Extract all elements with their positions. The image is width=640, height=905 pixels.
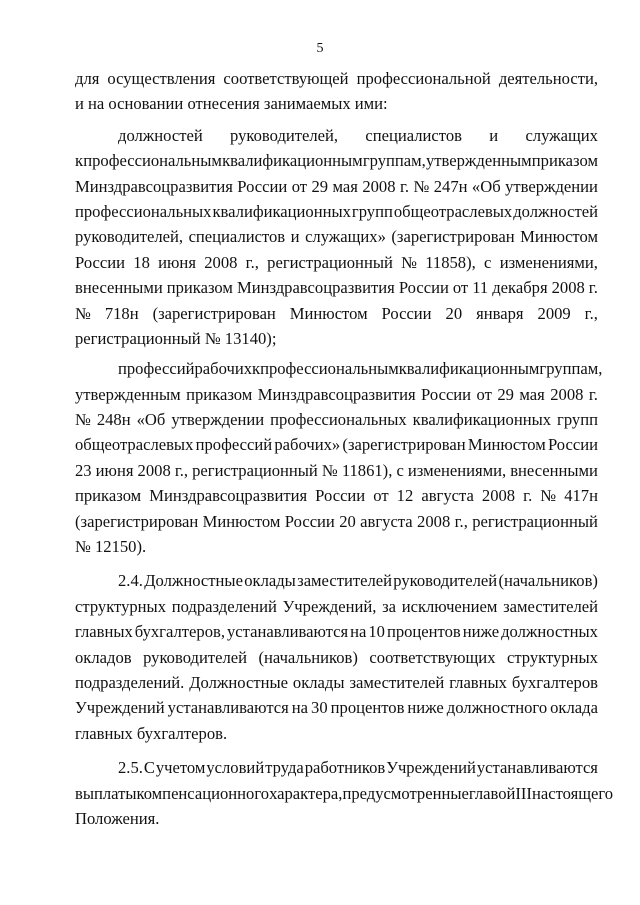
text-word: № [540, 486, 557, 506]
text-line: № 12150). [75, 537, 147, 557]
text-word: главных [449, 672, 507, 692]
text-word: «Об [471, 176, 501, 196]
text-word: профессиональным [260, 359, 399, 379]
paragraph-section-2-5 [75, 755, 614, 831]
text-word: профессиональным [83, 151, 222, 171]
text-word: на [350, 622, 367, 642]
text-word: регистрационный [267, 252, 393, 272]
text-word: профессий [195, 435, 273, 455]
text-word: устанавливаются [167, 698, 289, 718]
text-word: Минюстом [467, 435, 546, 455]
text-word: № [75, 303, 91, 323]
text-word: России [547, 435, 598, 455]
text-word: «Об [136, 410, 166, 430]
text-word: оклады [292, 672, 345, 692]
text-word: руководителей [393, 571, 498, 591]
text-word: должностных [501, 622, 598, 642]
text-word: должностей [513, 201, 598, 221]
text-line [75, 275, 598, 300]
text-word: России [237, 176, 288, 196]
text-word: 11861), [341, 460, 393, 480]
text-word: процентов [386, 622, 461, 642]
text-word: утвержденным [425, 151, 532, 171]
text-line [75, 755, 598, 780]
text-line [75, 250, 598, 275]
text-word: рабочих» [274, 435, 341, 455]
text-word: специалистов [365, 125, 462, 145]
text-word: 2.4. [118, 571, 143, 591]
text-word: № [401, 252, 417, 272]
text-word: Должностные [144, 571, 243, 591]
text-word: (начальников) [258, 647, 358, 667]
text-word: января [476, 303, 524, 323]
text-word: регистрационный [192, 460, 318, 480]
text-line [75, 695, 598, 720]
text-word: 2008 [550, 384, 584, 404]
text-line: главных бухгалтеров. [75, 723, 228, 743]
text-word: г., [174, 460, 189, 480]
text-word: на [291, 698, 309, 718]
text-word: утверждении [505, 176, 598, 196]
text-word: соответствующих [369, 647, 496, 667]
text-line [75, 594, 598, 619]
text-word: бухгалтеров, [134, 622, 225, 642]
text-word: соответствующей [223, 69, 349, 88]
text-word: и [489, 125, 499, 145]
text-word: подразделений [171, 596, 277, 616]
text-word: Минздравсоцразвития [257, 384, 416, 404]
text-line [75, 199, 598, 224]
text-line [75, 670, 598, 695]
text-word: 2009 [537, 303, 571, 323]
text-line [75, 382, 598, 407]
text-word: от [476, 384, 492, 404]
text-word: г. [399, 176, 410, 196]
text-word: 718н [104, 303, 139, 323]
paragraph-activity-continuation [75, 66, 598, 117]
text-word: общеотраслевых [75, 435, 194, 455]
text-word: № [413, 176, 430, 196]
text-word: 2008 [481, 486, 516, 506]
text-word: Минюстом [520, 227, 598, 247]
text-word: 23 [75, 460, 92, 480]
text-line [75, 432, 598, 457]
page-number: 5 [316, 41, 324, 56]
text-line [75, 568, 598, 593]
text-word: Минюстом [202, 511, 281, 531]
text-word: Должностные [189, 672, 288, 692]
text-word: 10 [368, 622, 385, 642]
text-word: 20 [445, 303, 463, 323]
text-word: работников [304, 758, 386, 778]
text-word: труда [265, 758, 304, 778]
text-word: мая [519, 384, 545, 404]
text-word: 2008 [362, 176, 396, 196]
text-word: главных [75, 622, 133, 642]
text-word: должностей [118, 125, 203, 145]
text-word: г., [454, 511, 468, 531]
text-word: квалификационных [212, 201, 351, 221]
text-line [75, 645, 598, 670]
text-word: главой [468, 783, 516, 803]
text-word: 12 [396, 486, 414, 506]
text-word: квалификационным [222, 151, 363, 171]
text-word: осуществления [107, 69, 216, 88]
text-word: г. [588, 278, 598, 298]
text-word: № [321, 460, 338, 480]
text-word: устанавливаются [226, 622, 349, 642]
text-word: и [290, 227, 300, 247]
text-word: России [315, 486, 366, 506]
document-body [75, 66, 614, 831]
text-word: служащих» [305, 227, 386, 247]
text-word: мая [332, 176, 358, 196]
text-word: (зарегистрирован [342, 435, 466, 455]
text-word: июня [158, 252, 196, 272]
text-line [75, 356, 603, 381]
text-word: заместителей [503, 596, 598, 616]
text-word: групп [557, 410, 598, 430]
text-word: компенсационного [136, 783, 270, 803]
text-word: регистрационный [472, 511, 598, 531]
text-line [75, 781, 614, 806]
text-word: 30 [311, 698, 328, 718]
text-word: характера, [269, 783, 343, 803]
text-word: служащих [525, 125, 598, 145]
text-word: приказом [186, 384, 253, 404]
text-word: заместителей [349, 672, 445, 692]
text-word: выплаты [75, 783, 137, 803]
text-word: предусмотренные [342, 783, 469, 803]
text-word: процентов [330, 698, 405, 718]
text-word: исключением [401, 596, 498, 616]
text-word: Минюстом [289, 303, 368, 323]
text-word: августа [421, 486, 474, 506]
text-word: утверждении [171, 410, 265, 430]
text-word: 18 [133, 252, 150, 272]
text-word: III [515, 783, 532, 803]
text-word: № [75, 410, 91, 430]
text-word: групп [351, 201, 393, 221]
text-word: руководителей, [230, 125, 339, 145]
text-word: руководителей, [75, 227, 184, 247]
text-word: 2008 [417, 511, 451, 531]
text-word: от [452, 278, 469, 298]
text-word: профессий [118, 359, 195, 379]
text-word: структурных [506, 647, 598, 667]
text-word: структурных [75, 596, 166, 616]
text-word: подразделений. [75, 672, 185, 692]
text-word: России [421, 384, 472, 404]
text-word: группам, [362, 151, 426, 171]
text-word: 247н [433, 176, 468, 196]
text-word: от [291, 176, 308, 196]
text-word: оклада [550, 698, 598, 718]
text-word: приказом [75, 486, 142, 506]
text-line [75, 509, 598, 534]
text-line [75, 407, 598, 432]
text-word: (зарегистрирован [75, 511, 199, 531]
paragraph-worker-professions [75, 356, 603, 559]
text-word: с [396, 460, 404, 480]
text-word: ниже [462, 622, 500, 642]
text-word: России [75, 252, 126, 272]
text-word: августа [360, 511, 413, 531]
text-word: 29 [311, 176, 329, 196]
text-word: 417н [564, 486, 598, 506]
text-word: 248н [96, 410, 131, 430]
text-word: квалификационным [398, 359, 540, 379]
text-word: Минздравсоцразвития [75, 176, 233, 196]
text-line [75, 123, 598, 148]
text-line [75, 174, 598, 199]
text-line [75, 148, 598, 173]
text-word: общеотраслевых [393, 201, 513, 221]
text-word: приказом [166, 278, 233, 298]
text-line [75, 66, 598, 91]
text-word: должностного [446, 698, 548, 718]
text-word: заместителей [297, 571, 392, 591]
text-line: регистрационный № 13140); [75, 328, 277, 348]
text-line [75, 619, 598, 644]
text-word: Минздравсоцразвития [149, 486, 308, 506]
text-word: бухгалтеров [511, 672, 598, 692]
text-word: 11858), [425, 252, 476, 272]
text-word: С [143, 758, 155, 778]
text-word: ниже [407, 698, 444, 718]
text-word: 20 [339, 511, 356, 531]
text-word: г. [588, 384, 598, 404]
text-word: (начальников) [498, 571, 598, 591]
text-word: изменениями, [407, 460, 507, 480]
text-word: Учреждений [386, 758, 476, 778]
text-word: группам, [539, 359, 603, 379]
text-word: оклады [244, 571, 296, 591]
text-word: профессиональных [75, 201, 212, 221]
text-word: декабря [492, 278, 548, 298]
text-word: 11 [472, 278, 489, 298]
text-word: специалистов [188, 227, 286, 247]
text-word: изменениями, [499, 252, 598, 272]
text-word: г., [245, 252, 259, 272]
text-line [75, 483, 598, 508]
text-word: за [382, 596, 397, 616]
text-word: России [398, 278, 449, 298]
text-word: рабочих [194, 359, 252, 379]
text-word: профессиональных [270, 410, 407, 430]
text-word: Учреждений [75, 698, 165, 718]
text-word: профессиональной [356, 69, 491, 88]
text-word: июня [95, 460, 134, 480]
text-word: приказом [531, 151, 598, 171]
text-word: России [284, 511, 335, 531]
text-word: внесенными [75, 278, 163, 298]
text-word: (зарегистрирован [391, 227, 515, 247]
text-word: Учреждений, [282, 596, 377, 616]
text-line: Положения. [75, 808, 160, 828]
text-line [75, 301, 598, 326]
text-word: 2008 [204, 252, 238, 272]
text-word: утвержденным [75, 384, 181, 404]
text-word: России [381, 303, 432, 323]
text-word: внесенными [510, 460, 598, 480]
text-word: учетом [155, 758, 206, 778]
paragraph-section-2-4 [75, 568, 598, 746]
text-word: (зарегистрирован [152, 303, 276, 323]
text-word: к [252, 359, 261, 379]
text-word: руководителей [143, 647, 247, 667]
text-word: к [75, 151, 84, 171]
text-word: Минздравсоцразвития [236, 278, 395, 298]
text-line: и на основании отнесения занимаемых ими: [75, 94, 388, 114]
text-word: 29 [497, 384, 514, 404]
text-word: г. [523, 486, 533, 506]
text-word: для [75, 69, 100, 88]
text-word: с [484, 252, 492, 272]
text-word: г., [584, 303, 598, 323]
paragraph-positions [75, 123, 598, 352]
text-word: квалификационных [412, 410, 552, 430]
text-word: окладов [75, 647, 132, 667]
text-word: настоящего [531, 783, 614, 803]
text-word: 2008 [551, 278, 585, 298]
text-word: деятельности, [498, 69, 598, 88]
text-line [75, 458, 598, 483]
text-line [75, 224, 598, 249]
text-word: 2.5. [118, 758, 143, 778]
text-word: условий [206, 758, 265, 778]
text-word: устанавливаются [476, 758, 598, 778]
text-word: от [373, 486, 389, 506]
text-word: 2008 [137, 460, 171, 480]
